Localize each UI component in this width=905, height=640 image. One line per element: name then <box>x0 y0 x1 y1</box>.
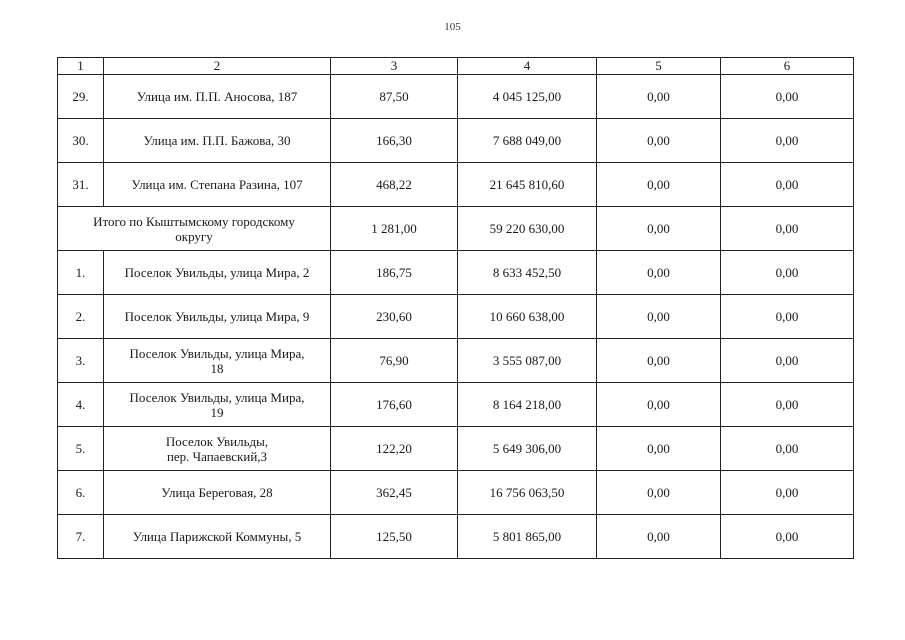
row-col6: 0,00 <box>721 75 854 119</box>
row-col6: 0,00 <box>721 383 854 427</box>
row-number: 3. <box>58 339 104 383</box>
column-header: 2 <box>104 58 331 75</box>
row-address: Поселок Увильды, улица Мира, 2 <box>104 251 331 295</box>
row-cost: 16 756 063,50 <box>458 471 597 515</box>
subtotal-cost: 59 220 630,00 <box>458 207 597 251</box>
row-col5: 0,00 <box>597 427 721 471</box>
row-number: 30. <box>58 119 104 163</box>
subtotal-label: Итого по Кыштымскому городскому округу <box>58 207 331 251</box>
row-cost: 21 645 810,60 <box>458 163 597 207</box>
row-number: 29. <box>58 75 104 119</box>
column-header: 1 <box>58 58 104 75</box>
table-row <box>58 339 854 383</box>
row-col6: 0,00 <box>721 427 854 471</box>
row-col5: 0,00 <box>597 295 721 339</box>
row-col5: 0,00 <box>597 471 721 515</box>
column-header: 5 <box>597 58 721 75</box>
row-col6: 0,00 <box>721 251 854 295</box>
table-row <box>58 163 854 207</box>
row-address: Улица Береговая, 28 <box>104 471 331 515</box>
row-cost: 8 164 218,00 <box>458 383 597 427</box>
row-number: 6. <box>58 471 104 515</box>
row-number: 2. <box>58 295 104 339</box>
row-area: 87,50 <box>331 75 458 119</box>
column-header: 3 <box>331 58 458 75</box>
row-area: 122,20 <box>331 427 458 471</box>
row-col6: 0,00 <box>721 295 854 339</box>
column-header: 6 <box>721 58 854 75</box>
row-area: 362,45 <box>331 471 458 515</box>
row-number: 1. <box>58 251 104 295</box>
row-col5: 0,00 <box>597 251 721 295</box>
row-col5: 0,00 <box>597 119 721 163</box>
row-address: Поселок Увильды, пер. Чапаевский,3 <box>104 427 331 471</box>
table-row <box>58 471 854 515</box>
row-cost: 8 633 452,50 <box>458 251 597 295</box>
table-row <box>58 427 854 471</box>
row-address: Улица Парижской Коммуны, 5 <box>104 515 331 559</box>
row-area: 76,90 <box>331 339 458 383</box>
row-cost: 5 801 865,00 <box>458 515 597 559</box>
page-number: 105 <box>444 21 461 33</box>
row-cost: 5 649 306,00 <box>458 427 597 471</box>
table-row <box>58 251 854 295</box>
row-area: 186,75 <box>331 251 458 295</box>
row-col6: 0,00 <box>721 515 854 559</box>
row-col5: 0,00 <box>597 515 721 559</box>
row-col5: 0,00 <box>597 383 721 427</box>
row-number: 5. <box>58 427 104 471</box>
row-area: 176,60 <box>331 383 458 427</box>
row-cost: 10 660 638,00 <box>458 295 597 339</box>
row-address: Улица им. П.П. Аносова, 187 <box>104 75 331 119</box>
row-area: 230,60 <box>331 295 458 339</box>
table-row <box>58 119 854 163</box>
row-cost: 4 045 125,00 <box>458 75 597 119</box>
row-address: Поселок Увильды, улица Мира, 18 <box>104 339 331 383</box>
subtotal-col6: 0,00 <box>721 207 854 251</box>
row-number: 4. <box>58 383 104 427</box>
row-number: 7. <box>58 515 104 559</box>
row-col6: 0,00 <box>721 163 854 207</box>
row-col6: 0,00 <box>721 471 854 515</box>
subtotal-area: 1 281,00 <box>331 207 458 251</box>
table-row <box>58 75 854 119</box>
subtotal-col5: 0,00 <box>597 207 721 251</box>
table-row <box>58 295 854 339</box>
row-col5: 0,00 <box>597 339 721 383</box>
subtotal-row <box>58 207 854 251</box>
row-cost: 7 688 049,00 <box>458 119 597 163</box>
row-col6: 0,00 <box>721 119 854 163</box>
row-col6: 0,00 <box>721 339 854 383</box>
data-table <box>57 57 854 559</box>
row-number: 31. <box>58 163 104 207</box>
row-address: Поселок Увильды, улица Мира, 9 <box>104 295 331 339</box>
row-area: 125,50 <box>331 515 458 559</box>
table-row <box>58 383 854 427</box>
column-header: 4 <box>458 58 597 75</box>
row-address: Поселок Увильды, улица Мира, 19 <box>104 383 331 427</box>
row-cost: 3 555 087,00 <box>458 339 597 383</box>
table-header-row <box>58 58 854 75</box>
row-address: Улица им. Степана Разина, 107 <box>104 163 331 207</box>
row-address: Улица им. П.П. Бажова, 30 <box>104 119 331 163</box>
table-row <box>58 515 854 559</box>
row-col5: 0,00 <box>597 75 721 119</box>
row-area: 468,22 <box>331 163 458 207</box>
row-area: 166,30 <box>331 119 458 163</box>
row-col5: 0,00 <box>597 163 721 207</box>
